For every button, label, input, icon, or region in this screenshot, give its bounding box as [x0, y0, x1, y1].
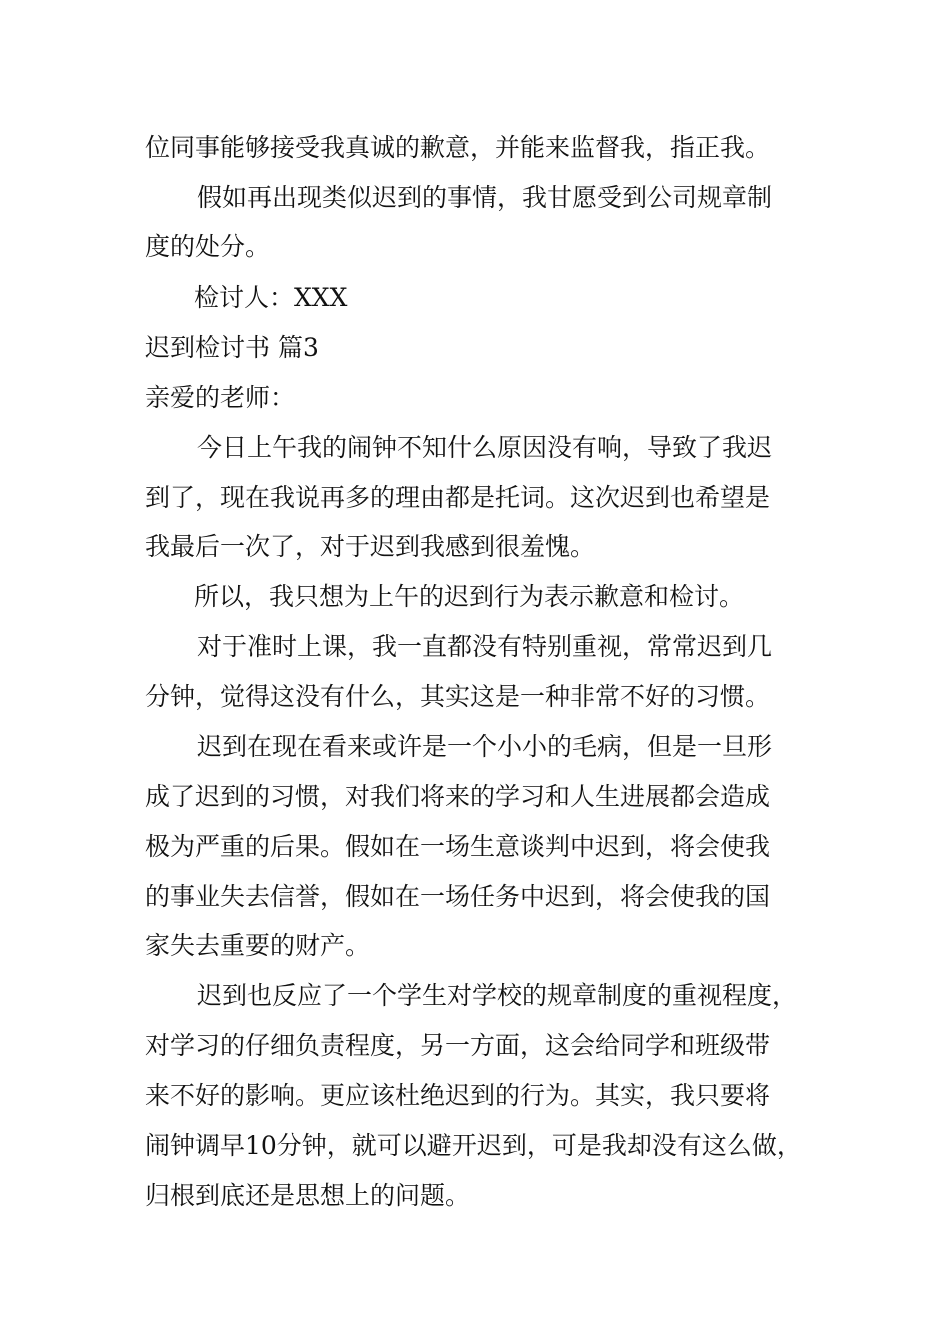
- text-line: 闹钟调早10分钟，就可以避开迟到，可是我却没有这么做，: [145, 1131, 802, 1160]
- text-line: 度的处分。: [145, 232, 271, 261]
- salutation: 亲爱的老师：: [145, 383, 296, 412]
- text-line: 来不好的影响。更应该杜绝迟到的行为。其实，我只要将: [145, 1081, 771, 1110]
- text-line: 迟到也反应了一个学生对学校的规章制度的重视程度，: [197, 981, 798, 1010]
- text-line: 的事业失去信誉，假如在一场任务中迟到，将会使我的国: [145, 882, 771, 911]
- text-line: 极为严重的后果。假如在一场生意谈判中迟到，将会使我: [145, 832, 771, 861]
- text-line: 我最后一次了，对于迟到我感到很羞愧。: [145, 532, 596, 561]
- text-line: 位同事能够接受我真诚的歉意，并能来监督我，指正我。: [145, 133, 771, 162]
- text-line: 对于准时上课，我一直都没有特别重视，常常迟到几: [197, 632, 773, 661]
- text-line: 今日上午我的闹钟不知什么原因没有响，导致了我迟: [197, 433, 773, 462]
- text-line: 假如再出现类似迟到的事情，我甘愿受到公司规章制: [197, 183, 773, 212]
- text-line: 成了迟到的习惯，对我们将来的学习和人生进展都会造成: [145, 782, 771, 811]
- text-line: 分钟，觉得这没有什么，其实这是一种非常不好的习惯。: [145, 682, 771, 711]
- text-line: 迟到在现在看来或许是一个小小的毛病，但是一旦形: [197, 732, 773, 761]
- text-line: 家失去重要的财产。: [145, 931, 371, 960]
- signature-line: 检讨人：XXX: [194, 283, 348, 312]
- section-heading: 迟到检讨书 篇3: [145, 333, 319, 362]
- text-line: 所以，我只想为上午的迟到行为表示歉意和检讨。: [194, 582, 745, 611]
- text-line: 到了，现在我说再多的理由都是托词。这次迟到也希望是: [145, 483, 771, 512]
- text-line: 归根到底还是思想上的问题。: [145, 1181, 471, 1210]
- text-line: 对学习的仔细负责程度，另一方面，这会给同学和班级带: [145, 1031, 771, 1060]
